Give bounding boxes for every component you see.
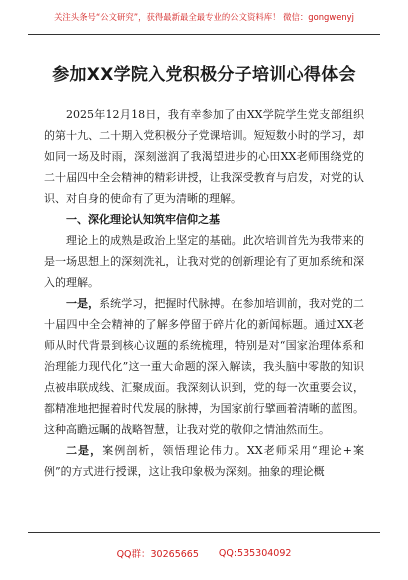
paragraph-text: 案例剖析，领悟理论伟力。XX老师采用“理论+案例”的方式进行授课，这让我印象极为深刻。抽象的理论概 [44,444,364,478]
body-paragraph [44,293,364,440]
paragraph-text: 系统学习，把握时代脉搏。在参加培训前，我对党的二十届四中全会精神的了解多停留于碎片化的新闻标题。通过XX老师从时代背景到核心议题的系统梳理，特别是对“国家治理体系和治理能力现代化”这一重大命题的深入解读，我头脑中零散的知识点被串联成线、汇聚成面。我深刻认识到，党的每一次重要会议，都精准地把握着时代发展的脉搏，为国家前行擘画着清晰的蓝图。这种高瞻远瞩的战略智慧，让我对党的敬仰之情油然而生。 [44,297,365,436]
footer-qq-group: QQ群：30265665 [116,549,199,560]
footer-qq: QQ:535304092 [218,547,292,559]
paragraph-lead: 一是， [66,297,100,310]
document-title: 参加XX学院入党积极分子培训心得体会 [52,65,356,85]
body-paragraph: 理论上的成熟是政治上坚定的基础。此次培训首先为我带来的是一场思想上的深刻洗礼，让我对党的创新理论有了更加系统和深入的理解。 [44,234,364,289]
header-banner: 关注头条号“公文研究”，获得最新最全最专业的公文资料库！ 微信：gongwenyj [54,12,354,22]
intro-paragraph: 2025年12月18日，我有幸参加了由XX学院学生党支部组织的第十九、二十期入党积极分子党课培训。短短数小时的学习，却如同一场及时雨，深刻滋润了我渴望进步的心田XX老师围绕党的二十届四中全会精神的精彩讲授，让我深受教育与启发，对党的认识、对自身的使命有了更为清晰的理解。 [44,108,364,205]
document-body [44,104,364,482]
body-paragraph [44,440,364,482]
section-heading: 一、深化理论认知筑牢信仰之基 [66,213,220,226]
paragraph-lead: 二是， [66,444,103,457]
page-footer [28,532,380,573]
page-header [28,0,380,35]
